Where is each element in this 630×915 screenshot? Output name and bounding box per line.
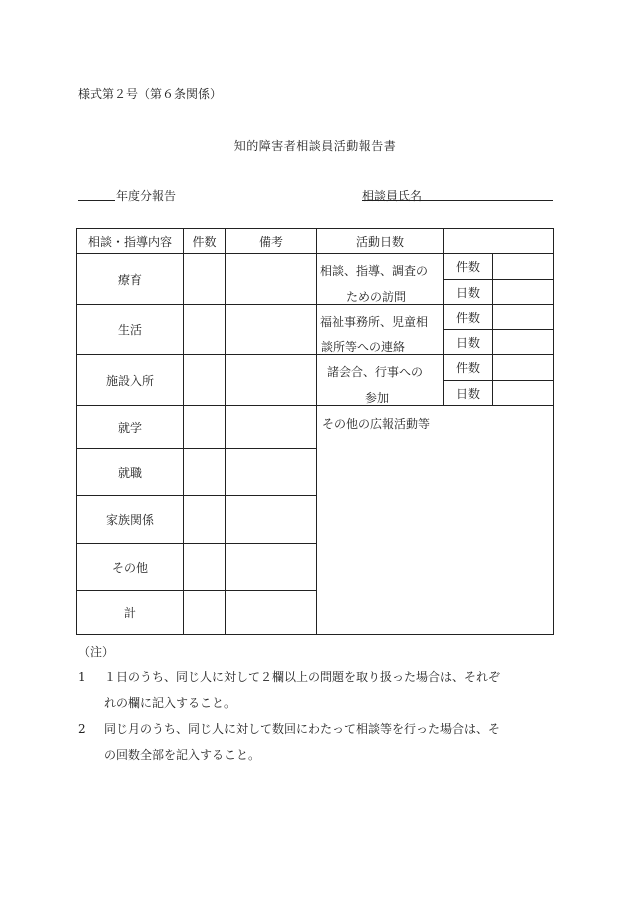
year-blank-line <box>78 200 115 201</box>
year-report-label: 年度分報告 <box>116 189 177 203</box>
header-activity-days: 活動日数 <box>355 234 404 249</box>
activity-contact-unit-count: 件数 <box>455 310 480 325</box>
row-label-therapy: 療育 <box>117 272 142 287</box>
note-2-line2: の回数全部を記入すること。 <box>104 748 261 762</box>
header-count: 件数 <box>192 234 217 249</box>
row-label-facility: 施設入所 <box>105 373 154 388</box>
activity-contact-line1: 福祉事務所、児童相 <box>320 315 429 329</box>
row-label-total: 計 <box>123 606 136 620</box>
row-label-living: 生活 <box>117 323 142 337</box>
activity-visit-unit-count: 件数 <box>455 260 480 274</box>
header-remarks: 備考 <box>258 234 283 249</box>
note-2-number: 2 <box>78 722 86 736</box>
counselor-name-label: 相談員氏名 <box>362 189 423 203</box>
activity-contact-unit-days: 日数 <box>455 335 480 350</box>
note-1-number: 1 <box>78 670 86 684</box>
activity-visit-unit-days: 日数 <box>455 285 480 300</box>
form-number: 様式第２号（第６条関係） <box>78 87 223 101</box>
activity-contact-line2: 談所等への連絡 <box>321 340 406 354</box>
other-pr-label: その他の広報活動等 <box>322 417 431 431</box>
activity-meeting-unit-count: 件数 <box>455 361 480 375</box>
activity-meeting-line2: 参加 <box>365 391 390 405</box>
row-label-other: その他 <box>111 560 148 575</box>
row-label-family: 家族関係 <box>105 513 154 527</box>
activity-meeting-unit-days: 日数 <box>455 386 480 401</box>
note-2-line1: 同じ月のうち、同じ人に対して数回にわたって相談等を行った場合は、そ <box>104 722 501 736</box>
page-title: 知的障害者相談員活動報告書 <box>233 139 397 153</box>
row-label-employment: 就職 <box>117 465 142 480</box>
activity-meeting-line1: 諸会合、行事への <box>327 365 424 379</box>
counselor-name-line <box>362 200 553 201</box>
notes-heading: （注） <box>78 645 115 659</box>
activity-visit-line1: 相談、指導、調査の <box>320 264 429 278</box>
note-1-line1: １日のうち、同じ人に対して２欄以上の問題を取り扱った場合は、それぞ <box>104 670 501 684</box>
header-content: 相談・指導内容 <box>87 234 172 249</box>
note-1-line2: れの欄に記入すること。 <box>104 696 237 710</box>
activity-visit-line2: ための訪問 <box>346 290 407 304</box>
row-label-schooling: 就学 <box>117 420 142 435</box>
